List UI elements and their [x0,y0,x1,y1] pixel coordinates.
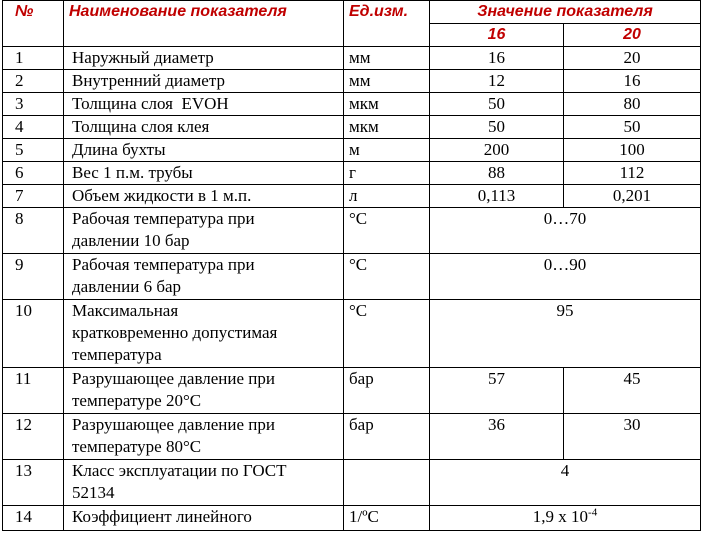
row-num: 9 [3,254,64,300]
row-num: 4 [3,116,64,139]
row-name: Внутренний диаметр [64,70,344,93]
header-col-16: 16 [430,24,564,47]
row-value-20: 50 [564,116,701,139]
row-name [64,414,344,460]
row-unit: 1/ºС [344,506,430,531]
row-name: Объем жидкости в 1 м.п. [64,185,344,208]
table-row [3,368,701,414]
row-value-16: 12 [430,70,564,93]
table-row [3,460,701,506]
row-name [64,300,344,368]
row-value-16: 36 [430,414,564,460]
row-unit: г [344,162,430,185]
header-value: Значение показателя [430,1,701,24]
row-name [64,368,344,414]
table-row [3,414,701,460]
header-row [3,1,701,24]
row-value-merged: 0…90 [430,254,701,300]
row-value-20: 16 [564,70,701,93]
value-exponent: -4 [588,506,598,519]
row-value-16: 88 [430,162,564,185]
row-value-20: 0,201 [564,185,701,208]
table-row [3,208,701,254]
row-name [64,254,344,300]
row-name-line: температура [72,345,162,364]
row-name-line: Класс эксплуатации по ГОСТ [72,461,287,480]
row-num: 6 [3,162,64,185]
row-value-16: 50 [430,116,564,139]
row-num: 7 [3,185,64,208]
row-num: 1 [3,47,64,70]
row-unit: бар [344,368,430,414]
row-num: 12 [3,414,64,460]
row-value-16: 200 [430,139,564,162]
row-name: Вес 1 п.м. трубы [64,162,344,185]
table-row [3,116,701,139]
table-row [3,93,701,116]
row-name-line: давлении 10 бар [72,231,190,250]
row-num: 8 [3,208,64,254]
row-num: 2 [3,70,64,93]
row-value-merged: 95 [430,300,701,368]
row-unit: °С [344,254,430,300]
row-name-line: Разрушающее давление при [72,369,275,388]
row-name [64,208,344,254]
row-unit: бар [344,414,430,460]
table-row [3,185,701,208]
row-unit: мм [344,70,430,93]
row-name-line: Рабочая температура при [72,255,255,274]
row-value-merged: 4 [430,460,701,506]
row-name-line: давлении 6 бар [72,277,182,296]
row-value-20: 100 [564,139,701,162]
row-name-line: температуре 20°С [72,391,202,410]
row-num: 14 [3,506,64,531]
row-name [64,460,344,506]
row-unit: мкм [344,93,430,116]
table-row [3,506,701,531]
table-row [3,254,701,300]
row-name-line: кратковременно допустимая [72,323,278,342]
row-unit: л [344,185,430,208]
row-value-20: 45 [564,368,701,414]
row-name: Коэффициент линейного [64,506,344,531]
row-value-20: 80 [564,93,701,116]
value-base: 1,9 х 10 [532,507,589,526]
table-row [3,47,701,70]
row-num: 10 [3,300,64,368]
header-unit: Ед.изм. [344,1,430,47]
row-name: Наружный диаметр [64,47,344,70]
row-unit: м [344,139,430,162]
row-name: Длина бухты [64,139,344,162]
table-row [3,139,701,162]
row-value-16: 50 [430,93,564,116]
row-unit [344,460,430,506]
spec-table [2,0,701,531]
row-name-line: Разрушающее давление при [72,415,275,434]
row-value-16: 57 [430,368,564,414]
table-row [3,162,701,185]
row-unit: °С [344,208,430,254]
row-name-line: Максимальная [72,301,179,320]
row-name: Толщина слоя EVOH [64,93,344,116]
header-col-20: 20 [564,24,701,47]
row-num: 5 [3,139,64,162]
row-num: 3 [3,93,64,116]
row-value-20: 30 [564,414,701,460]
row-value-16: 0,113 [430,185,564,208]
row-unit: °С [344,300,430,368]
row-unit: мм [344,47,430,70]
row-name: Толщина слоя клея [64,116,344,139]
row-value-16: 16 [430,47,564,70]
row-unit: мкм [344,116,430,139]
table-row [3,70,701,93]
row-name-line: Рабочая температура при [72,209,255,228]
row-name-line: температуре 80°С [72,437,202,456]
header-name: Наименование показателя [64,1,344,47]
row-num: 11 [3,368,64,414]
header-num: № [3,1,64,47]
row-value-merged: 0…70 [430,208,701,254]
row-name-line: 52134 [72,483,115,502]
table-row [3,300,701,368]
row-value-20: 20 [564,47,701,70]
row-num: 13 [3,460,64,506]
row-value-merged [430,506,701,531]
row-value-20: 112 [564,162,701,185]
